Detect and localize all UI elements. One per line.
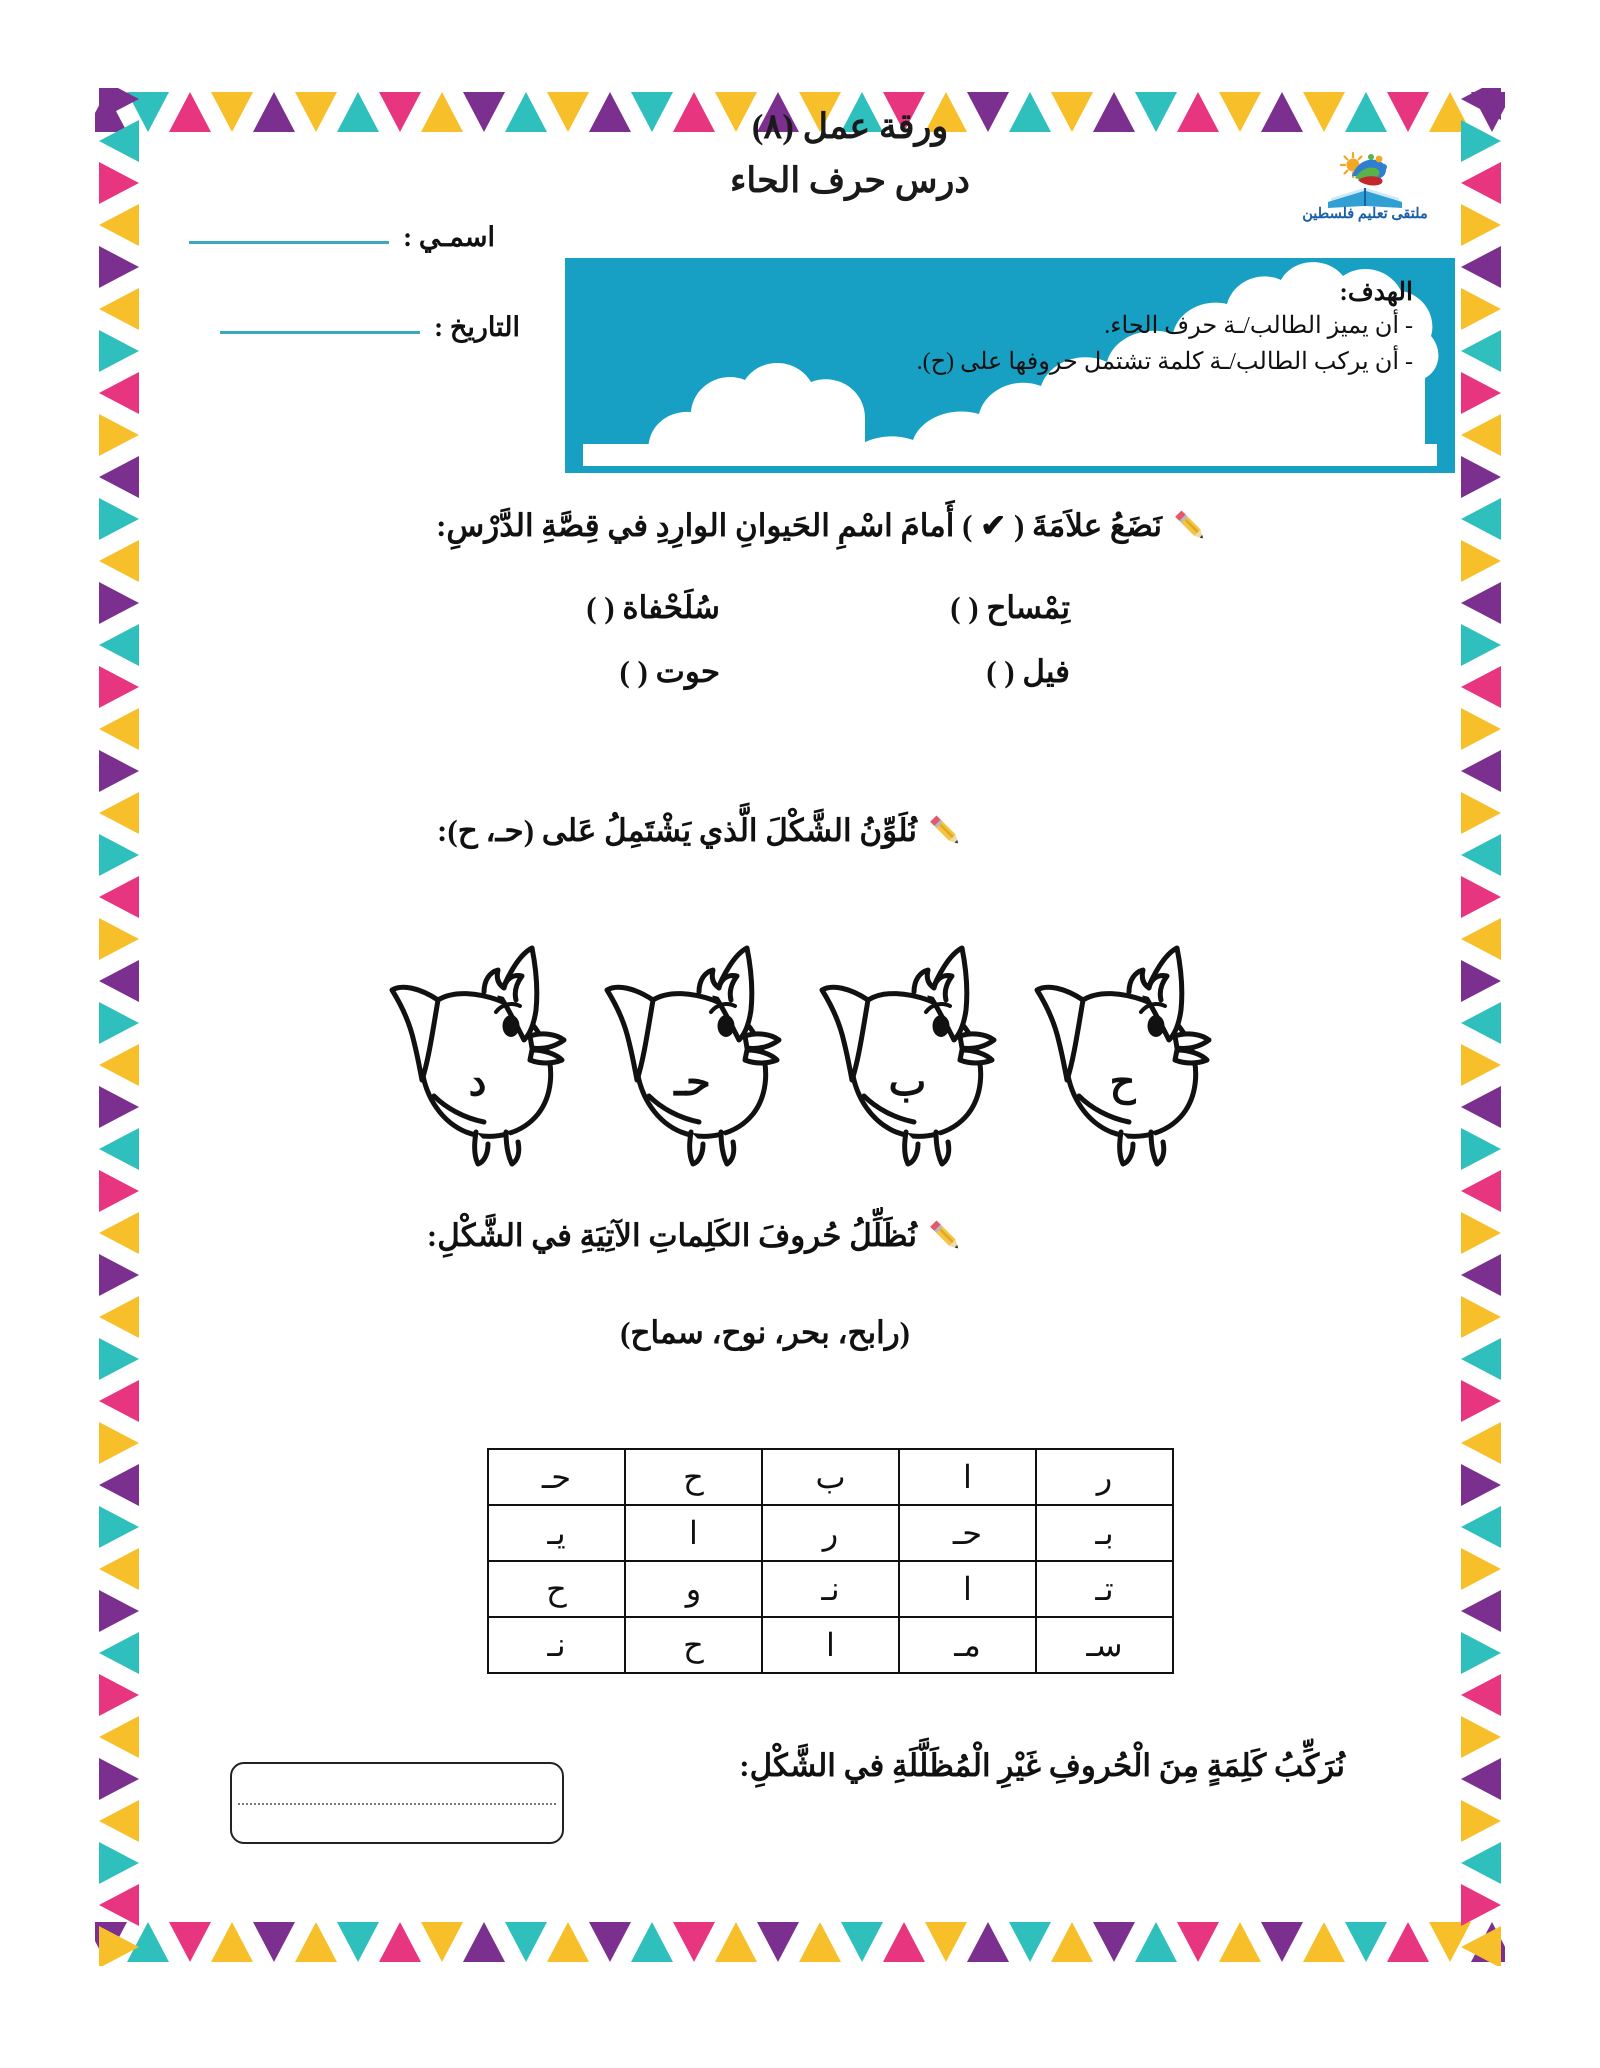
confetti-triangle	[421, 1922, 463, 1962]
confetti-triangle	[1461, 666, 1501, 708]
confetti-triangle	[1461, 1296, 1501, 1338]
confetti-triangle	[295, 1922, 337, 1962]
bird-shapes-row	[380, 940, 1220, 1170]
option-1-left[interactable]: سُلَحْفاة ( )	[586, 590, 720, 625]
confetti-border-right	[1457, 88, 1505, 1966]
student-name-field[interactable]	[189, 222, 495, 253]
confetti-triangle	[1177, 1922, 1219, 1962]
student-name-label: اسمـي :	[403, 222, 495, 252]
confetti-triangle	[1135, 1922, 1177, 1962]
confetti-triangle	[99, 162, 139, 204]
objective-heading: الهدف:	[1339, 279, 1413, 306]
confetti-triangle	[1261, 92, 1303, 132]
confetti-triangle	[1303, 92, 1345, 132]
confetti-triangle	[1461, 1044, 1501, 1086]
confetti-triangle	[1051, 1922, 1093, 1962]
confetti-triangle	[99, 540, 139, 582]
answer-writing-rule	[238, 1803, 556, 1805]
confetti-triangle	[1461, 1926, 1501, 1966]
confetti-triangle	[1461, 288, 1501, 330]
objective-text	[565, 258, 1455, 473]
letter-cell[interactable]: نـ	[488, 1617, 625, 1673]
letter-cell[interactable]: ب	[762, 1449, 899, 1505]
confetti-triangle	[1345, 92, 1387, 132]
confetti-triangle	[99, 1086, 139, 1128]
confetti-triangle	[1461, 1086, 1501, 1128]
pencil-icon	[925, 811, 965, 851]
confetti-border-left	[95, 88, 143, 1966]
confetti-triangle	[379, 1922, 421, 1962]
confetti-triangle	[99, 1338, 139, 1380]
confetti-triangle	[589, 1922, 631, 1962]
letter-cell[interactable]: ح	[488, 1561, 625, 1617]
letter-cell[interactable]: نـ	[762, 1561, 899, 1617]
confetti-triangle	[1461, 624, 1501, 666]
bird-outline-icon	[810, 940, 1005, 1170]
logo-text: ملتقى تعليم فلسطين	[1302, 206, 1428, 222]
confetti-triangle	[99, 1548, 139, 1590]
confetti-triangle	[1461, 1674, 1501, 1716]
confetti-triangle	[99, 666, 139, 708]
confetti-triangle	[99, 834, 139, 876]
bird-outline-icon	[380, 940, 575, 1170]
confetti-triangle	[1461, 1884, 1501, 1926]
letter-cell[interactable]: بـ	[1036, 1505, 1173, 1561]
confetti-triangle	[211, 1922, 253, 1962]
letter-cell[interactable]: ح	[625, 1449, 762, 1505]
confetti-triangle	[99, 498, 139, 540]
letter-cell[interactable]: ر	[762, 1505, 899, 1561]
confetti-triangle	[967, 1922, 1009, 1962]
logo-book-icon	[1322, 150, 1408, 208]
confetti-triangle	[505, 1922, 547, 1962]
confetti-triangle	[1461, 1128, 1501, 1170]
confetti-triangle	[1461, 708, 1501, 750]
confetti-triangle	[99, 1296, 139, 1338]
confetti-triangle	[169, 1922, 211, 1962]
letter-cell[interactable]: مـ	[899, 1617, 1036, 1673]
confetti-triangle	[99, 1422, 139, 1464]
confetti-triangle	[99, 624, 139, 666]
confetti-triangle	[1461, 834, 1501, 876]
letter-cell[interactable]: سـ	[1036, 1617, 1173, 1673]
confetti-triangle	[1461, 246, 1501, 288]
confetti-triangle	[1461, 960, 1501, 1002]
confetti-triangle	[1461, 918, 1501, 960]
confetti-triangle	[99, 1674, 139, 1716]
question-4-text: نُرَكِّبُ كَلِمَةٍ مِنَ الْحُروفِ غَيْرِ الْمُظَلَّلَةِ في الشَّكْلِ:	[739, 1748, 1345, 1783]
confetti-triangle	[379, 92, 421, 132]
confetti-triangle	[99, 246, 139, 288]
date-label: التاريخ :	[434, 312, 520, 342]
confetti-triangle	[883, 1922, 925, 1962]
confetti-triangle	[1461, 88, 1501, 120]
bird-letter: د	[468, 1059, 487, 1104]
confetti-triangle	[463, 92, 505, 132]
option-row-2	[320, 654, 1200, 690]
confetti-triangle	[253, 1922, 295, 1962]
student-name-input-line[interactable]	[189, 241, 389, 244]
bird-shape[interactable]	[595, 940, 790, 1170]
confetti-triangle	[1461, 1380, 1501, 1422]
confetti-triangle	[1461, 1758, 1501, 1800]
table-row	[488, 1449, 1173, 1505]
question-1	[436, 505, 1210, 547]
objective-box	[565, 258, 1455, 473]
confetti-triangle	[1461, 120, 1501, 162]
page-title-line2: درس حرف الحاء	[729, 161, 971, 201]
confetti-triangle	[631, 1922, 673, 1962]
confetti-triangle	[1461, 1632, 1501, 1674]
option-2-right[interactable]: فيل ( )	[986, 654, 1070, 689]
letter-cell[interactable]: ح	[625, 1617, 762, 1673]
confetti-triangle	[757, 1922, 799, 1962]
option-2-left[interactable]: حوت ( )	[619, 654, 720, 689]
confetti-triangle	[1461, 456, 1501, 498]
confetti-triangle	[1461, 1170, 1501, 1212]
letter-cell[interactable]: ر	[1036, 1449, 1173, 1505]
confetti-triangle	[463, 1922, 505, 1962]
confetti-triangle	[1461, 1800, 1501, 1842]
confetti-triangle	[1461, 1548, 1501, 1590]
confetti-triangle	[99, 876, 139, 918]
letter-cell[interactable]: ا	[899, 1561, 1036, 1617]
answer-input-box[interactable]	[230, 1762, 564, 1844]
confetti-triangle	[99, 1632, 139, 1674]
confetti-triangle	[421, 92, 463, 132]
confetti-triangle	[547, 1922, 589, 1962]
confetti-triangle	[99, 456, 139, 498]
bird-outline-icon	[1025, 940, 1220, 1170]
confetti-triangle	[1461, 1506, 1501, 1548]
confetti-triangle	[99, 1884, 139, 1926]
confetti-triangle	[1461, 1002, 1501, 1044]
confetti-triangle	[1461, 540, 1501, 582]
confetti-triangle	[1303, 1922, 1345, 1962]
bird-shape[interactable]	[810, 940, 1005, 1170]
confetti-triangle	[99, 288, 139, 330]
bird-shape[interactable]	[1025, 940, 1220, 1170]
question-2	[437, 810, 965, 852]
confetti-triangle	[1461, 1338, 1501, 1380]
confetti-triangle	[1461, 372, 1501, 414]
question-2-text: نُلَوِّنُ الشَّكْلَ الَّذي يَشْتَمِلُ عَلى (حـ، ح):	[437, 813, 917, 848]
pencil-icon	[1170, 506, 1210, 546]
confetti-triangle	[1461, 1842, 1501, 1884]
bird-letter: ب	[888, 1059, 927, 1104]
confetti-triangle	[1461, 162, 1501, 204]
confetti-triangle	[1345, 1922, 1387, 1962]
letter-cell[interactable]: حـ	[488, 1449, 625, 1505]
confetti-triangle	[99, 1926, 139, 1966]
question-4	[739, 1745, 1345, 1787]
question-1-text: نَضَعُ علاَمَةَ ( ✔ ) أَمامَ اسْمِ الحَيوانِ الوارِدِ في قِصَّةِ الدَّرْسِ:	[436, 508, 1162, 543]
confetti-triangle	[1461, 1716, 1501, 1758]
confetti-triangle	[99, 1842, 139, 1884]
confetti-border-bottom	[95, 1918, 1505, 1966]
confetti-triangle	[295, 92, 337, 132]
confetti-triangle	[715, 1922, 757, 1962]
confetti-triangle	[99, 960, 139, 1002]
confetti-triangle	[253, 92, 295, 132]
confetti-triangle	[1009, 1922, 1051, 1962]
confetti-triangle	[1461, 1464, 1501, 1506]
confetti-triangle	[99, 1044, 139, 1086]
question-3-words: (رابح، بحر، نوح، سماح)	[620, 1315, 910, 1350]
confetti-triangle	[1461, 204, 1501, 246]
confetti-triangle	[99, 204, 139, 246]
confetti-triangle	[99, 1716, 139, 1758]
confetti-triangle	[1387, 1922, 1429, 1962]
confetti-triangle	[1461, 1254, 1501, 1296]
objective-item-2: - أن يركب الطالب/ـة كلمة تشتمل حروفها على (ح).	[916, 349, 1413, 375]
confetti-triangle	[99, 1590, 139, 1632]
confetti-triangle	[1461, 1422, 1501, 1464]
confetti-triangle	[99, 918, 139, 960]
confetti-triangle	[1461, 1590, 1501, 1632]
confetti-triangle	[99, 1128, 139, 1170]
page-title-line1: ورقة عمل (٨)	[751, 107, 949, 146]
confetti-triangle	[1093, 1922, 1135, 1962]
confetti-triangle	[1461, 876, 1501, 918]
objective-item-1: - أن يميز الطالب/ـة حرف الحاء.	[1104, 313, 1413, 339]
letter-cell[interactable]: و	[625, 1561, 762, 1617]
confetti-triangle	[99, 1464, 139, 1506]
letter-grid-table[interactable]	[487, 1448, 1174, 1674]
confetti-triangle	[99, 1170, 139, 1212]
confetti-triangle	[925, 1922, 967, 1962]
confetti-triangle	[99, 582, 139, 624]
page-title	[530, 100, 1170, 209]
option-row-1	[320, 590, 1200, 626]
confetti-triangle	[211, 92, 253, 132]
confetti-triangle	[99, 414, 139, 456]
pencil-icon	[925, 1216, 965, 1256]
confetti-triangle	[1177, 92, 1219, 132]
confetti-triangle	[1461, 582, 1501, 624]
letter-cell[interactable]: ا	[762, 1617, 899, 1673]
confetti-triangle	[99, 1800, 139, 1842]
confetti-triangle	[99, 1254, 139, 1296]
question-1-options	[320, 590, 1200, 718]
confetti-triangle	[1387, 92, 1429, 132]
option-1-right[interactable]: تِمْساح ( )	[950, 590, 1070, 625]
confetti-triangle	[1461, 1212, 1501, 1254]
confetti-triangle	[1461, 792, 1501, 834]
confetti-triangle	[99, 1212, 139, 1254]
confetti-triangle	[99, 1758, 139, 1800]
bird-outline-icon	[595, 940, 790, 1170]
question-3	[427, 1215, 965, 1257]
table-row	[488, 1505, 1173, 1561]
letter-cell[interactable]: ا	[899, 1449, 1036, 1505]
confetti-triangle	[1461, 330, 1501, 372]
confetti-triangle	[99, 372, 139, 414]
letter-cell[interactable]: يـ	[488, 1505, 625, 1561]
confetti-triangle	[99, 792, 139, 834]
confetti-triangle	[1461, 414, 1501, 456]
letter-cell[interactable]: تـ	[1036, 1561, 1173, 1617]
confetti-triangle	[99, 120, 139, 162]
letter-cell[interactable]: حـ	[899, 1505, 1036, 1561]
letter-cell[interactable]: ا	[625, 1505, 762, 1561]
table-row	[488, 1561, 1173, 1617]
confetti-triangle	[99, 750, 139, 792]
bird-letter: ح	[1109, 1059, 1136, 1104]
confetti-triangle	[99, 1380, 139, 1422]
bird-shape[interactable]	[380, 940, 575, 1170]
confetti-triangle	[1461, 750, 1501, 792]
confetti-triangle	[337, 1922, 379, 1962]
confetti-triangle	[799, 1922, 841, 1962]
confetti-triangle	[1461, 498, 1501, 540]
confetti-triangle	[99, 88, 139, 120]
confetti-triangle	[673, 1922, 715, 1962]
confetti-triangle	[841, 1922, 883, 1962]
confetti-triangle	[169, 92, 211, 132]
confetti-triangle	[99, 330, 139, 372]
confetti-triangle	[1219, 1922, 1261, 1962]
bird-letter: حـ	[674, 1059, 711, 1104]
date-field[interactable]	[220, 312, 520, 343]
confetti-triangle	[99, 1002, 139, 1044]
confetti-triangle	[337, 92, 379, 132]
date-input-line[interactable]	[220, 331, 420, 334]
table-row	[488, 1617, 1173, 1673]
question-3-text: نُظَلِّلُ حُروفَ الكَلِماتِ الآتِيَةِ في الشَّكْلِ:	[426, 1218, 917, 1253]
confetti-triangle	[99, 708, 139, 750]
site-logo	[1300, 150, 1430, 223]
confetti-triangle	[1219, 92, 1261, 132]
confetti-triangle	[1261, 1922, 1303, 1962]
confetti-triangle	[99, 1506, 139, 1548]
